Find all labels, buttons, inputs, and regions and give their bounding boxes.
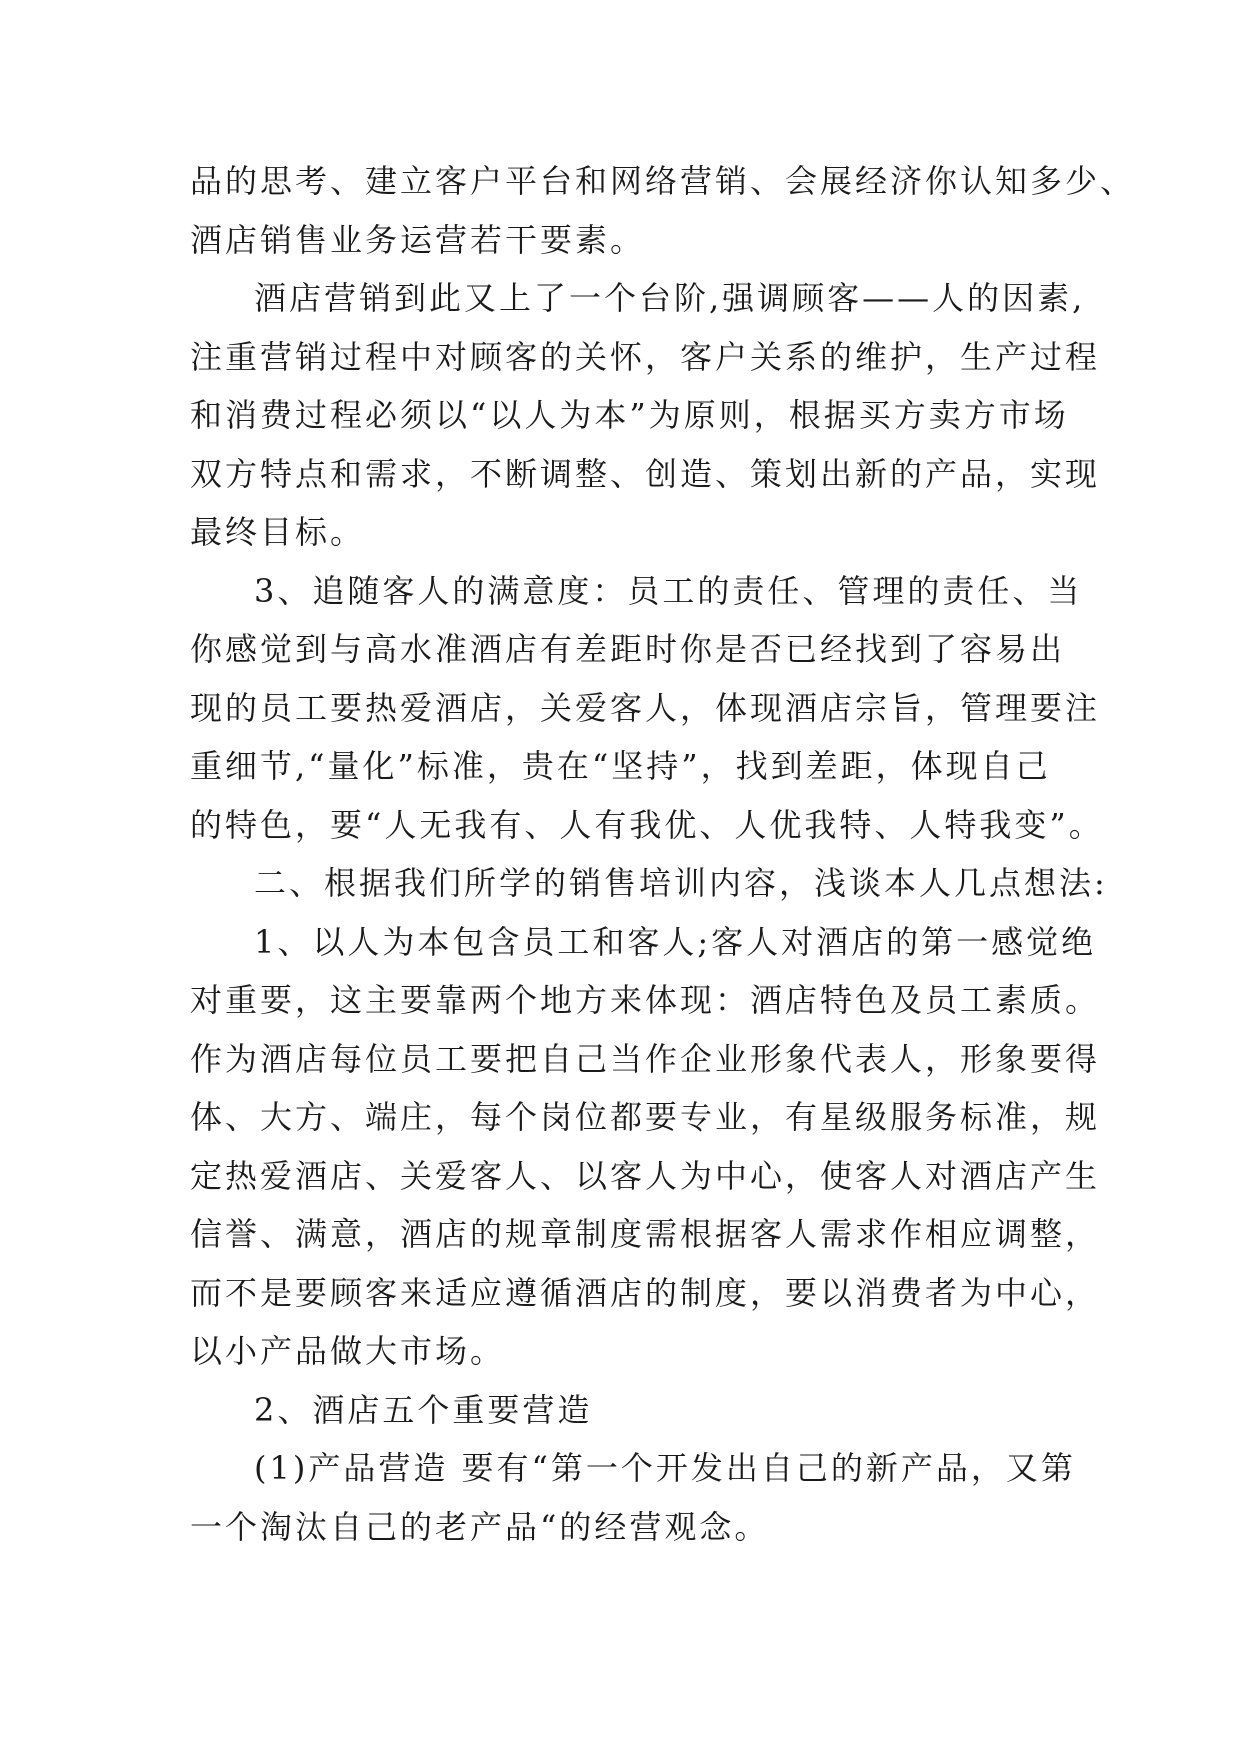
section-heading-line: 二、根据我们所学的销售培训内容，浅谈本人几点想法: <box>254 864 1108 902</box>
text-line: 重细节,“量化”标准，贵在“坚持”，找到差距，体现自己 <box>190 747 1051 785</box>
text-line: 你感觉到与高水准酒店有差距时你是否已经找到了容易出 <box>190 630 1066 668</box>
text-line: 注重营销过程中对顾客的关怀，客户关系的维护，生产过程 <box>190 337 1101 376</box>
text-line: 而不是要顾客来适应遵循酒店的制度，要以消费者为中心， <box>190 1273 1101 1312</box>
text-line: 定热爱酒店、关爱客人、以客人为中心，使客人对酒店产生 <box>190 1156 1101 1195</box>
text-line: 酒店销售业务运营若干要素。 <box>190 220 646 259</box>
paragraph-first-line: (1)产品营造 要有“第一个开发出自己的新产品，又第 <box>254 1449 1076 1487</box>
text-line: 最终目标。 <box>190 513 366 551</box>
text-line: 体、大方、端庄，每个岗位都要专业，有星级服务标准，规 <box>190 1098 1101 1136</box>
text-line: 对重要，这主要靠两个地方来体现：酒店特色及员工素质。 <box>190 981 1101 1019</box>
text-line: 和消费过程必须以“以人为本”为原则，根据买方卖方市场 <box>190 396 1069 434</box>
paragraph-first-line: 3、追随客人的满意度：员工的责任、管理的责任、当 <box>254 571 1083 610</box>
text-line: 双方特点和需求，不断调整、创造、策划出新的产品，实现 <box>190 454 1101 493</box>
text-line: 一个淘汰自己的老产品“的经营观念。 <box>190 1507 770 1546</box>
paragraph-first-line: 1、以人为本包含员工和客人;客人对酒店的第一感觉绝 <box>254 922 1097 961</box>
text-line: 作为酒店每位员工要把自己当作企业形象代表人，形象要得 <box>190 1039 1101 1078</box>
text-line: 信誉、满意，酒店的规章制度需根据客人需求作相应调整， <box>190 1215 1101 1253</box>
document-body <box>190 152 1136 1556</box>
paragraph-first-line: 酒店营销到此又上了一个台阶,强调顾客——人的因素, <box>254 279 1086 317</box>
text-line: 以小产品做大市场。 <box>190 1332 506 1370</box>
text-line: 现的员工要热爱酒店，关爱客人，体现酒店宗旨，管理要注 <box>190 688 1101 727</box>
section-heading-line: 2、酒店五个重要营造 <box>254 1390 593 1429</box>
text-line: 品的思考、建立客户平台和网络营销、会展经济你认知多少、 <box>190 162 1136 200</box>
text-line: 的特色，要“人无我有、人有我优、人优我特、人特我变”。 <box>190 805 1104 844</box>
